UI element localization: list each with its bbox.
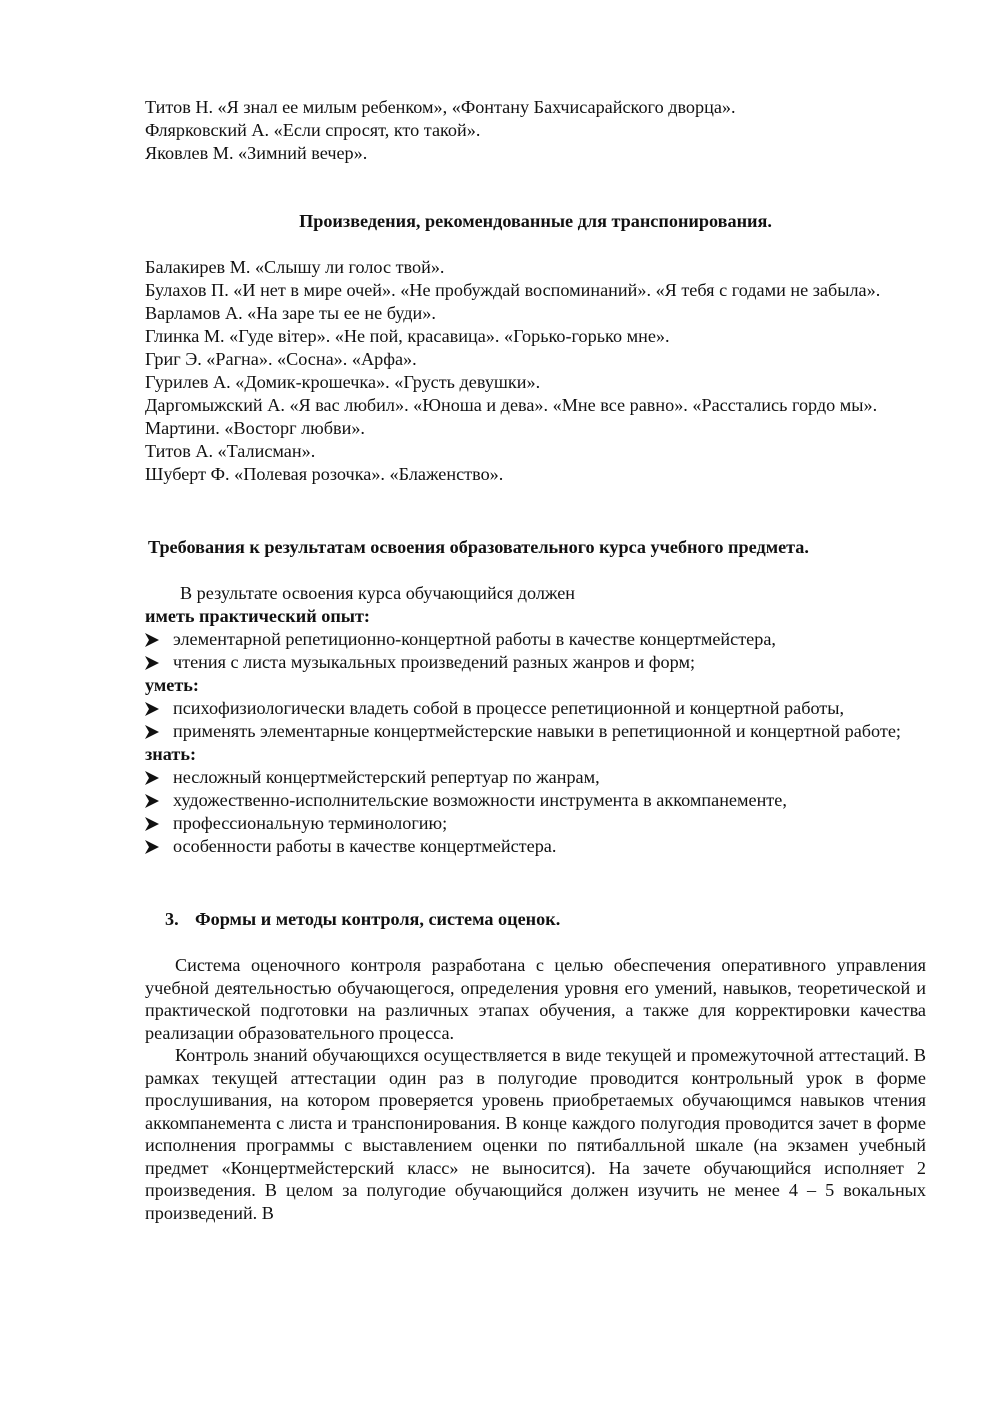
paragraph: Контроль знаний обучающихся осуществляется в виде текущей и промежуточной аттестаций. В рамках текущей аттестации один раз в полугодие проводится контрольный урок в форме прослушивания, на котором проверяется уровень приобретаемых обучающимся навыков чтения аккомпанемента с листа и транспонирования. В конце каждого полугодия проводится зачет в форме исполнения программы с выставлением оценки по пятибалльной шкале (на экзамен учебный предмет «Концертмейстерский класс» не выносится). На зачете обучающийся исполняет 2 произведения. В целом за полугодие обучающийся должен изучить не менее 4 – 5 вокальных произведений. В bbox=[145, 1045, 926, 1223]
list-item: Яковлев М. «Зимний вечер». bbox=[145, 143, 368, 163]
bullet-item: психофизиологически владеть собой в процессе репетиционной и концертной работы, bbox=[145, 697, 926, 720]
intro-repertoire-list bbox=[145, 96, 926, 165]
list-item: Григ Э. «Рагна». «Сосна». «Арфа». bbox=[145, 349, 417, 369]
section-number: 3. bbox=[165, 909, 179, 929]
list-item: Балакирев М. «Слышу ли голос твой». bbox=[145, 257, 445, 277]
list-item: Титов А. «Талисман». bbox=[145, 441, 316, 461]
bullet-item: элементарной репетиционно-концертной работы в качестве концертмейстера, bbox=[145, 628, 926, 651]
requirements-intro: В результате освоения курса обучающийся должен bbox=[180, 583, 576, 603]
transposition-heading: Произведения, рекомендованные для транспонирования. bbox=[299, 211, 772, 231]
arrowhead-bullet-icon bbox=[145, 720, 165, 739]
bullet-item: чтения с листа музыкальных произведений разных жанров и форм; bbox=[145, 651, 926, 674]
paragraph: Система оценочного контроля разработана с целью обеспечения оперативного управления учебной деятельностью обучающегося, определения уровня его умений, навыков, теоретической и практической подготовки на различных этапах обучения, а также для корректировки качества реализации образовательного процесса. bbox=[145, 955, 926, 1043]
group-label-knowledge: знать: bbox=[145, 744, 197, 764]
list-item: Гурилев А. «Домик-крошечка». «Грусть девушки». bbox=[145, 372, 541, 392]
document-page bbox=[145, 96, 926, 1224]
list-item: Глинка М. «Гуде вітер». «Не пой, красавица». «Горько-горько мне». bbox=[145, 326, 670, 346]
section-title: Формы и методы контроля, система оценок. bbox=[195, 909, 561, 929]
list-item: Титов Н. «Я знал ее милым ребенком», «Фонтану Бахчисарайского дворца». bbox=[145, 97, 736, 117]
arrowhead-bullet-icon bbox=[145, 789, 165, 808]
group-label-skills: уметь: bbox=[145, 675, 199, 695]
bullet-item: профессиональную терминологию; bbox=[145, 812, 926, 835]
arrowhead-bullet-icon bbox=[145, 766, 165, 785]
list-item: Шуберт Ф. «Полевая розочка». «Блаженство». bbox=[145, 464, 504, 484]
arrowhead-bullet-icon bbox=[145, 812, 165, 831]
list-item: Мартини. «Восторг любви». bbox=[145, 418, 365, 438]
arrowhead-bullet-icon bbox=[145, 628, 165, 647]
transposition-list bbox=[145, 256, 926, 486]
list-item: Варламов А. «На заре ты ее не буди». bbox=[145, 303, 436, 323]
arrowhead-bullet-icon bbox=[145, 835, 165, 854]
bullet-item: применять элементарные концертмейстерские навыки в репетиционной и концертной работе; bbox=[145, 720, 926, 743]
list-item: Даргомыжский А. «Я вас любил». «Юноша и дева». «Мне все равно». «Расстались гордо мы». bbox=[145, 395, 878, 415]
arrowhead-bullet-icon bbox=[145, 697, 165, 716]
bullet-item: особенности работы в качестве концертмейстера. bbox=[145, 835, 926, 858]
list-item: Булахов П. «И нет в мире очей». «Не пробуждай воспоминаний». «Я тебя с годами не забыла». bbox=[145, 280, 881, 300]
group-label-experience: иметь практический опыт: bbox=[145, 606, 370, 626]
bullet-item: несложный концертмейстерский репертуар по жанрам, bbox=[145, 766, 926, 789]
section-3-heading bbox=[145, 908, 926, 931]
bullet-item: художественно-исполнительские возможности инструмента в аккомпанементе, bbox=[145, 789, 926, 812]
requirements-heading: Требования к результатам освоения образовательного курса учебного предмета. bbox=[148, 537, 809, 557]
arrowhead-bullet-icon bbox=[145, 651, 165, 670]
list-item: Флярковский А. «Если спросят, кто такой». bbox=[145, 120, 481, 140]
